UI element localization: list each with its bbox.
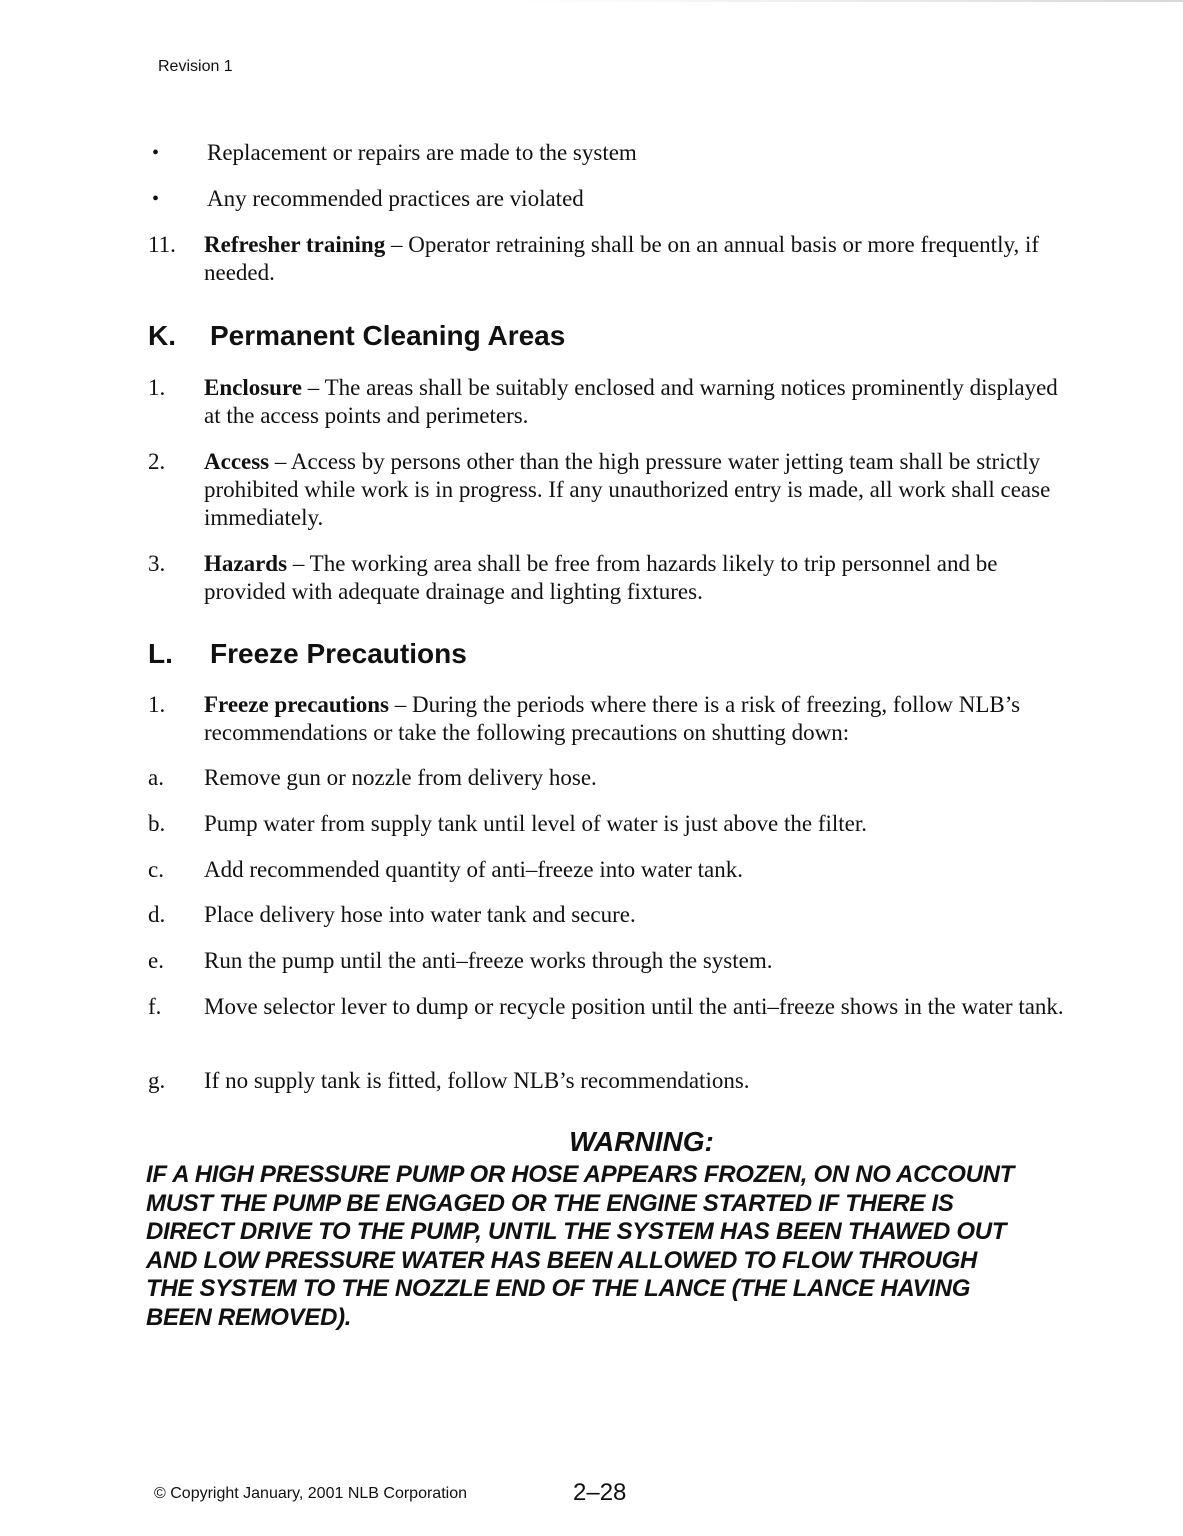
item-term: Refresher training	[204, 232, 386, 257]
step-letter: g.	[148, 1068, 166, 1093]
warning-body	[146, 1161, 1066, 1332]
step-text: Run the pump until the anti–freeze works through the system.	[204, 948, 773, 973]
item-text	[204, 691, 1064, 747]
page-number: 2–28	[573, 1479, 627, 1506]
bullet-marker: •	[152, 142, 160, 164]
item-text	[204, 231, 1064, 287]
item-term: Freeze precautions	[204, 692, 390, 717]
step-text: Pump water from supply tank until level of water is just above the filter.	[204, 811, 868, 836]
step-letter: e.	[148, 948, 164, 973]
bullet-text: Replacement or repairs are made to the system	[207, 140, 637, 165]
bullet-text: Any recommended practices are violated	[207, 186, 584, 211]
item-description: – The working area shall be free from hazards likely to trip personnel and be provided with adequate drainage and lighting fixtures.	[204, 551, 998, 604]
step-letter: d.	[148, 902, 166, 927]
item-number: 3.	[148, 551, 166, 576]
step-text: Remove gun or nozzle from delivery hose.	[204, 765, 597, 790]
item-number: 2.	[148, 449, 166, 474]
item-description: – Operator retraining shall be on an annual basis or more frequently, if needed.	[204, 232, 1040, 285]
item-number: 1.	[148, 692, 166, 717]
item-term: Hazards	[204, 551, 288, 576]
footer-copyright: © Copyright January, 2001 NLB Corporation	[154, 1485, 467, 1502]
section-letter: K.	[148, 320, 176, 351]
item-text	[204, 550, 1064, 606]
section-letter: L.	[148, 638, 173, 669]
item-description: – The areas shall be suitably enclosed and warning notices prominently displayed at the access points and perimeters.	[204, 375, 1058, 428]
warning-line: AND LOW PRESSURE WATER HAS BEEN ALLOWED TO FLOW THROUGH	[146, 1246, 978, 1274]
warning-line: THE SYSTEM TO THE NOZZLE END OF THE LANCE (THE LANCE HAVING	[146, 1275, 971, 1302]
section-title: Freeze Precautions	[210, 638, 467, 669]
step-letter: c.	[148, 857, 164, 882]
item-description: – During the periods where there is a risk of freezing, follow NLB’s recommendations or take the following precautions on shutting down:	[204, 692, 1021, 745]
step-text: If no supply tank is fitted, follow NLB’s recommendations.	[204, 1068, 750, 1093]
warning-line: BEEN REMOVED).	[146, 1303, 352, 1331]
item-number: 1.	[148, 375, 166, 400]
item-text	[204, 374, 1064, 430]
section-title: Permanent Cleaning Areas	[210, 320, 566, 351]
step-text: Place delivery hose into water tank and secure.	[204, 902, 636, 927]
item-number: 11.	[148, 232, 176, 257]
item-term: Access	[204, 449, 270, 474]
warning-line: DIRECT DRIVE TO THE PUMP, UNTIL THE SYSTEM HAS BEEN THAWED OUT	[146, 1218, 1007, 1245]
item-term: Enclosure	[204, 375, 302, 400]
item-text	[204, 448, 1064, 532]
step-text: Add recommended quantity of anti–freeze into water tank.	[204, 857, 744, 882]
step-letter: a.	[148, 765, 164, 790]
revision-label: Revision 1	[158, 58, 233, 75]
warning-line: IF A HIGH PRESSURE PUMP OR HOSE APPEARS FROZEN, ON NO ACCOUNT	[146, 1161, 1014, 1188]
step-text: Move selector lever to dump or recycle position until the anti–freeze shows in the water tank.	[204, 994, 1064, 1019]
warning-line: MUST THE PUMP BE ENGAGED OR THE ENGINE STARTED IF THERE IS	[146, 1189, 954, 1217]
step-letter: b.	[148, 811, 166, 836]
scan-edge-line	[520, 0, 1183, 2]
step-letter: f.	[148, 994, 162, 1019]
item-description: – Access by persons other than the high pressure water jetting team shall be strictly prohibited while work is in progress. If any unauthorized entry is made, all work shall cease immediately.	[204, 449, 1051, 530]
bullet-marker: •	[152, 188, 160, 210]
warning-title: WARNING:	[569, 1126, 714, 1157]
